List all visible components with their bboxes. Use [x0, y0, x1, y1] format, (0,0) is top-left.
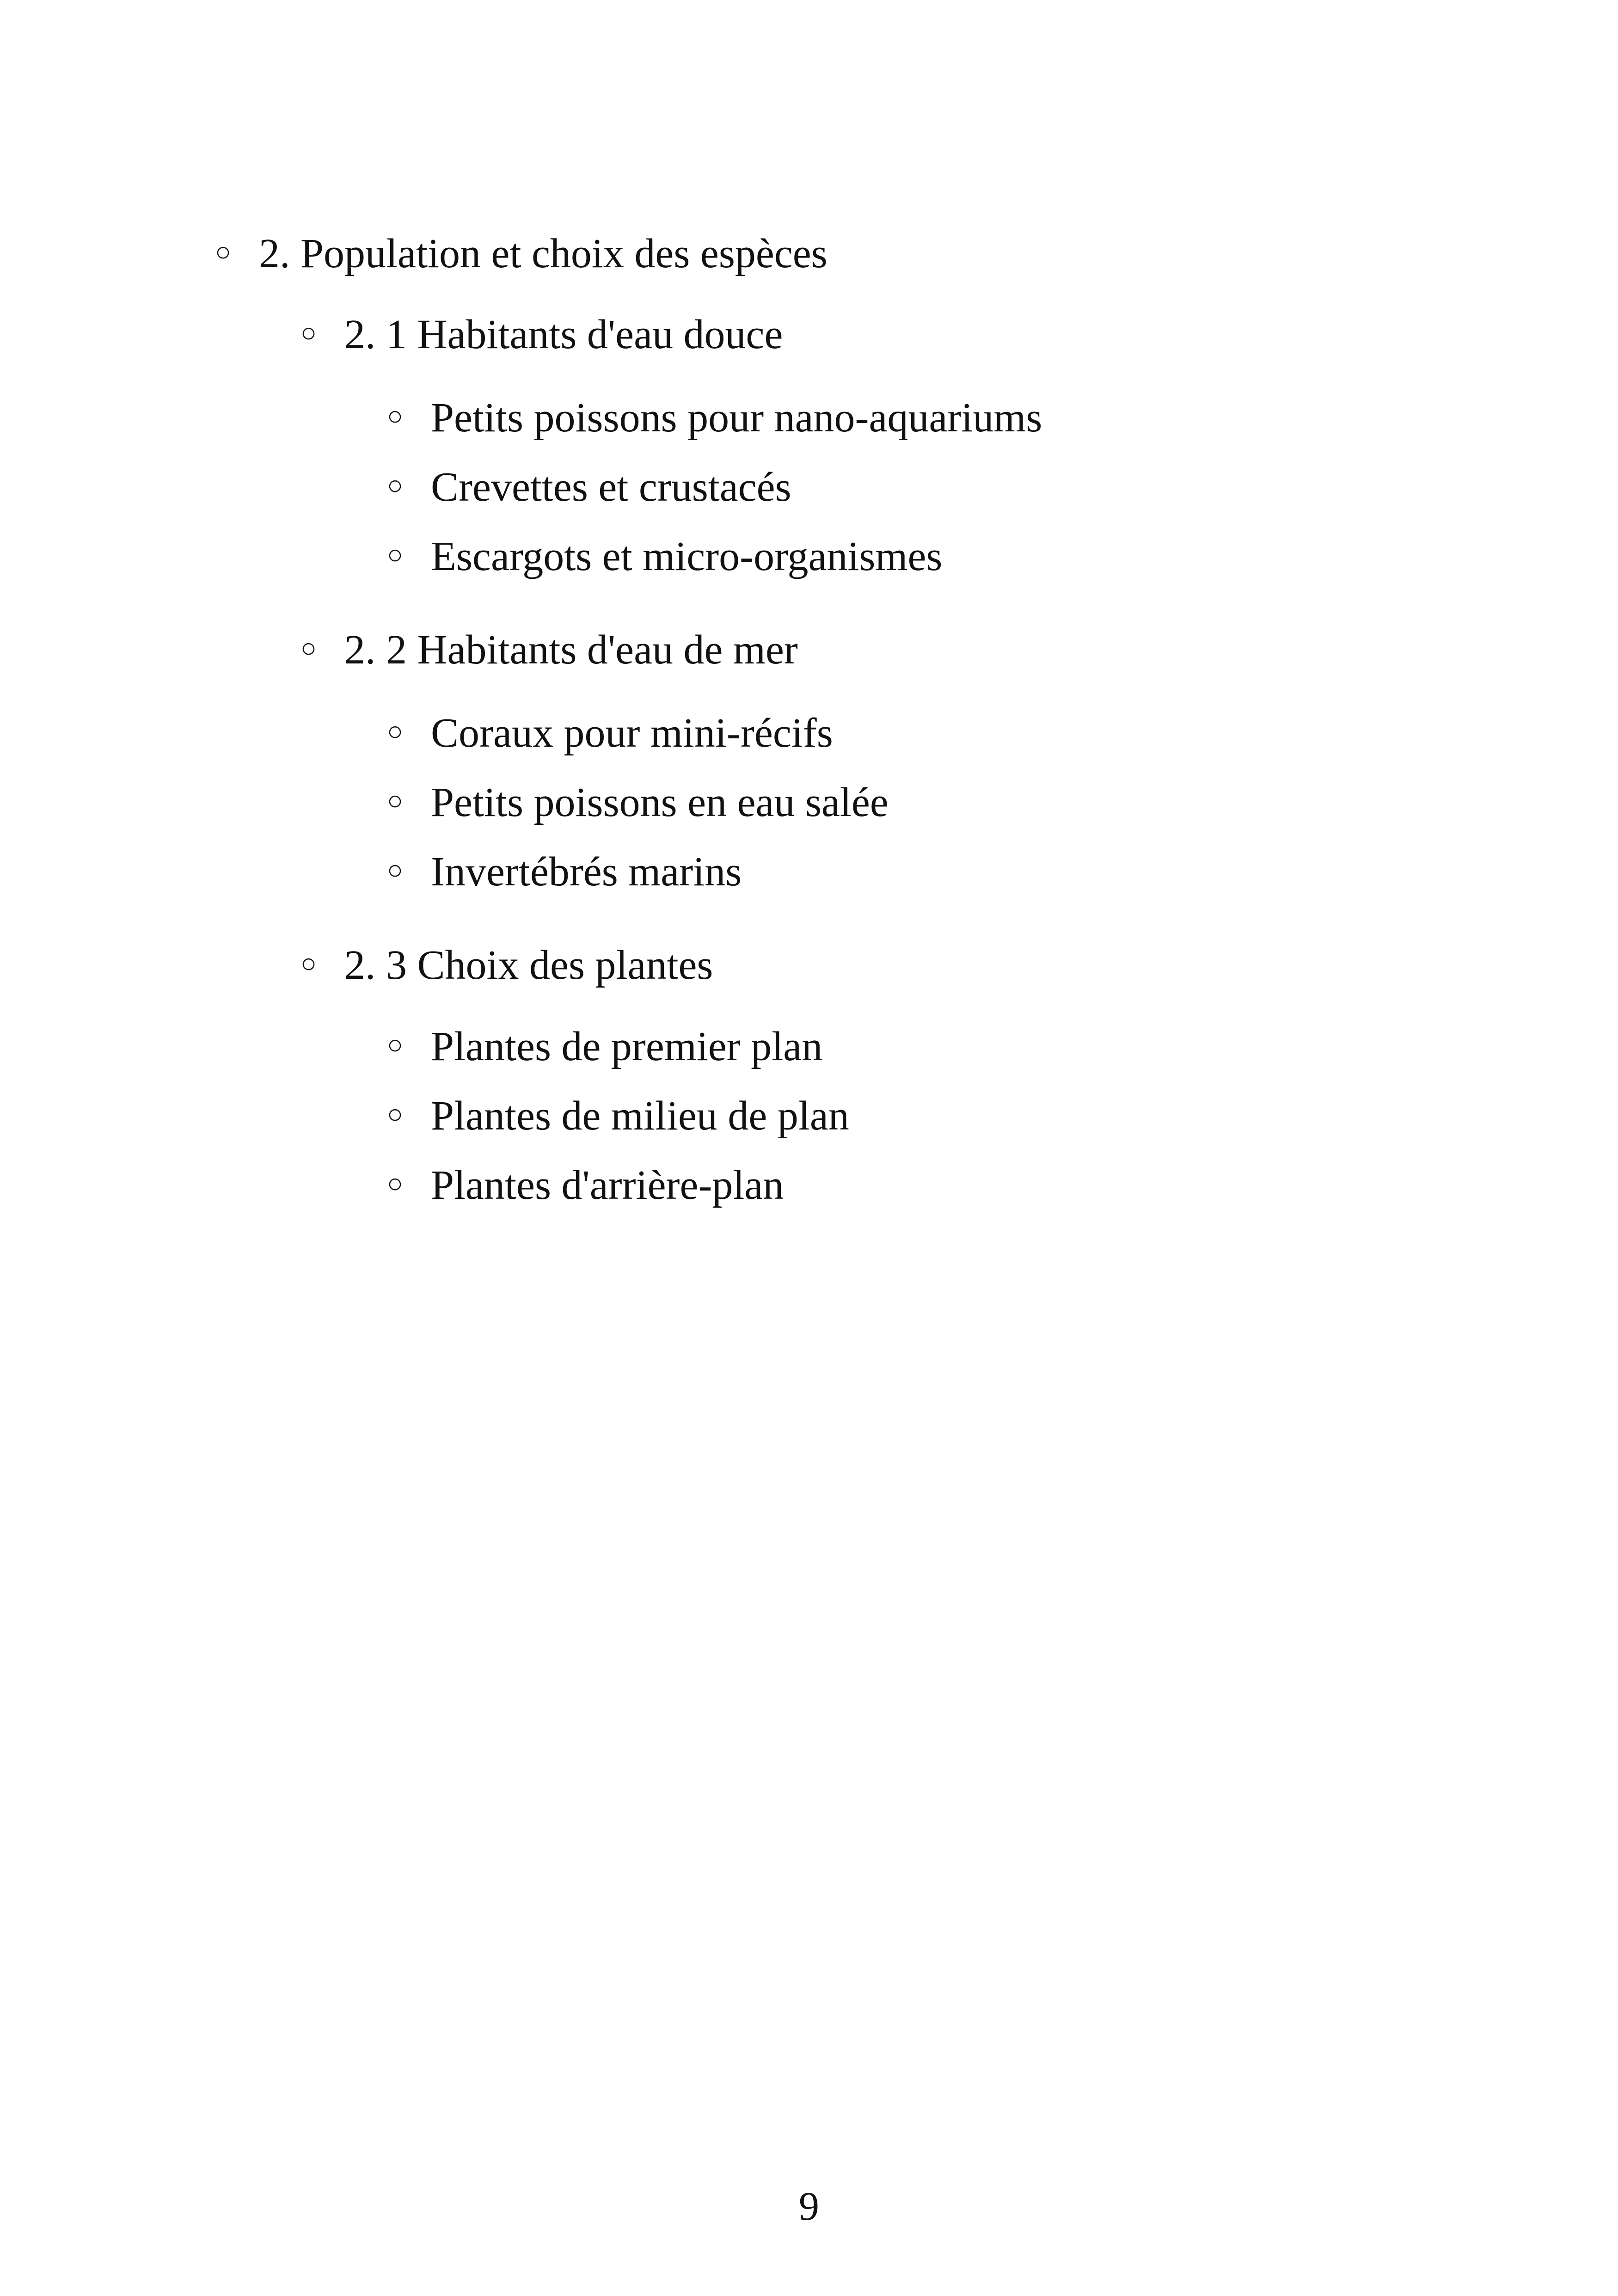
list-item-text: Crevettes et crustacés: [431, 464, 791, 510]
subsection-title: 2. 2 Habitants d'eau de mer: [344, 627, 798, 673]
bullet-icon: ○: [387, 786, 404, 816]
bullet-icon: ○: [387, 855, 404, 885]
outline-list-item: [387, 706, 833, 759]
outline-list-item: [387, 460, 791, 513]
bullet-icon: ○: [300, 633, 317, 663]
bullet-icon: ○: [387, 1030, 404, 1060]
list-item-text: Petits poissons en eau salée: [431, 780, 889, 825]
list-item-text: Coraux pour mini-récifs: [431, 710, 833, 756]
outline-subsection-heading: [300, 623, 798, 675]
outline-subsection-heading: [300, 307, 783, 360]
list-item-text: Plantes de premier plan: [431, 1024, 823, 1069]
bullet-icon: ○: [300, 948, 317, 978]
outline-list-item: [387, 845, 742, 897]
outline-list-item: [387, 1089, 849, 1142]
outline-list-item: [387, 391, 1042, 443]
list-item-text: Invertébrés marins: [431, 849, 742, 895]
list-item-text: Plantes d'arrière-plan: [431, 1162, 784, 1208]
list-item-text: Escargots et micro-organismes: [431, 534, 943, 579]
outline-list-item: [387, 529, 942, 582]
bullet-icon: ○: [387, 716, 404, 746]
outline-section-heading: [215, 227, 827, 279]
bullet-icon: ○: [387, 1099, 404, 1129]
outline-list-item: [387, 1019, 822, 1072]
bullet-icon: ○: [215, 237, 232, 267]
section-title: 2. Population et choix des espèces: [259, 231, 827, 276]
list-item-text: Plantes de milieu de plan: [431, 1093, 849, 1139]
bullet-icon: ○: [387, 470, 404, 500]
outline-list-item: [387, 775, 889, 828]
subsection-title: 2. 1 Habitants d'eau douce: [344, 312, 783, 357]
list-item-text: Petits poissons pour nano-aquariums: [431, 395, 1042, 441]
bullet-icon: ○: [387, 540, 404, 570]
subsection-title: 2. 3 Choix des plantes: [344, 942, 713, 988]
page-number: 9: [799, 2184, 819, 2229]
bullet-icon: ○: [300, 318, 317, 348]
bullet-icon: ○: [387, 401, 404, 431]
outline-subsection-heading: [300, 938, 713, 991]
outline-list-item: [387, 1158, 784, 1211]
bullet-icon: ○: [387, 1168, 404, 1198]
